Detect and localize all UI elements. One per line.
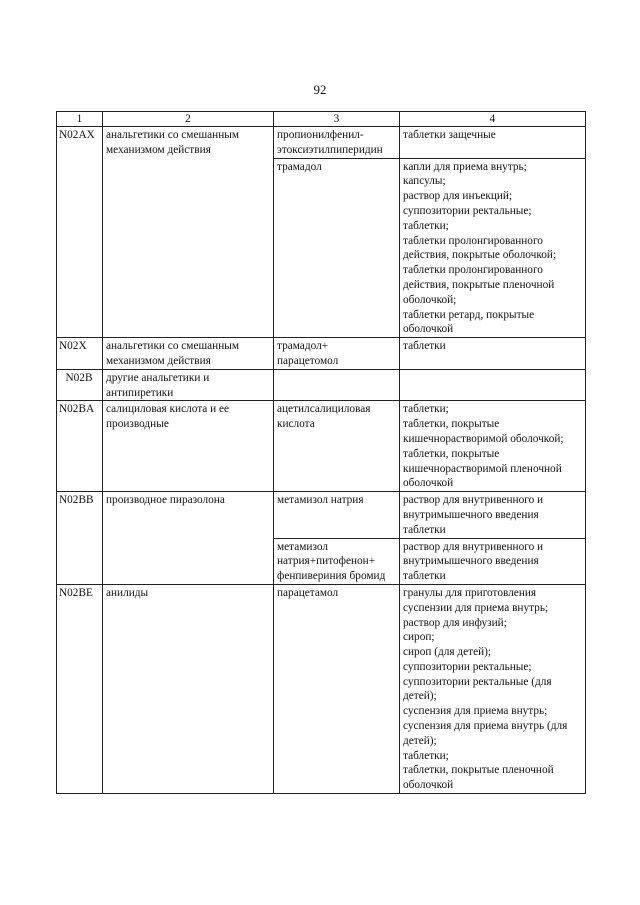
table-row: [57, 127, 586, 159]
column-header: 3: [274, 112, 400, 127]
drug-name-cell: пропионилфенил- этоксиэтилпиперидин: [274, 127, 400, 159]
group-name-cell: производное пиразолона: [103, 492, 274, 585]
table-row: [57, 584, 586, 793]
drug-name-cell: [274, 369, 400, 401]
table-row: [57, 369, 586, 401]
dosage-forms-cell: раствор для внутривенного и внутримышечного введения таблетки: [400, 492, 586, 538]
drug-name-cell: трамадол+ парацетомол: [274, 338, 400, 370]
drug-name-cell: парацетамол: [274, 584, 400, 793]
drug-classification-table: [56, 111, 586, 794]
dosage-forms-cell: гранулы для приготовления суспензии для приема внутрь; раствор для инфузий; сироп; сироп (для детей); суппозитории ректальные; суппозитории ректальные (для детей); суспензия для приема внутрь; суспензия для приема внутрь (для детей); таблетки; таблетки, покрытые пленочной оболочкой: [400, 584, 586, 793]
table-row: [57, 492, 586, 538]
table-row: [57, 401, 586, 492]
header-row: [57, 112, 586, 127]
atc-code-cell: N02X: [57, 338, 103, 370]
group-name-cell: анальгетики со смешанным механизмом действия: [103, 127, 274, 338]
drug-name-cell: метамизол натрия+питофенон+ фенпивериния бромид: [274, 538, 400, 584]
dosage-forms-cell: [400, 369, 586, 401]
atc-code-cell: N02BE: [57, 584, 103, 793]
atc-code-cell: N02AX: [57, 127, 103, 338]
atc-code-cell: N02BB: [57, 492, 103, 585]
group-name-cell: другие анальгетики и антипиретики: [103, 369, 274, 401]
drug-name-cell: метамизол натрия: [274, 492, 400, 538]
table-row: [57, 338, 586, 370]
atc-code-cell: N02B: [57, 369, 103, 401]
group-name-cell: анилиды: [103, 584, 274, 793]
page-number: 92: [313, 82, 327, 97]
group-name-cell: анальгетики со смешанным механизмом действия: [103, 338, 274, 370]
column-header: 2: [103, 112, 274, 127]
dosage-forms-cell: таблетки: [400, 338, 586, 370]
drug-name-cell: трамадол: [274, 158, 400, 338]
dosage-forms-cell: таблетки; таблетки, покрытые кишечнорастворимой оболочкой; таблетки, покрытые кишечнорастворимой пленочной оболочкой: [400, 401, 586, 492]
drug-name-cell: ацетилсалициловая кислота: [274, 401, 400, 492]
dosage-forms-cell: раствор для внутривенного и внутримышечного введения таблетки: [400, 538, 586, 584]
dosage-forms-cell: капли для приема внутрь; капсулы; раствор для инъекций; суппозитории ректальные; таблетки; таблетки пролонгированного действия, покрытые оболочкой; таблетки пролонгированного действия, покрытые пленочной оболочкой; таблетки ретард, покрытые оболочкой: [400, 158, 586, 338]
group-name-cell: салициловая кислота и ее производные: [103, 401, 274, 492]
column-header: 1: [57, 112, 103, 127]
column-header: 4: [400, 112, 586, 127]
dosage-forms-cell: таблетки защечные: [400, 127, 586, 159]
atc-code-cell: N02BA: [57, 401, 103, 492]
